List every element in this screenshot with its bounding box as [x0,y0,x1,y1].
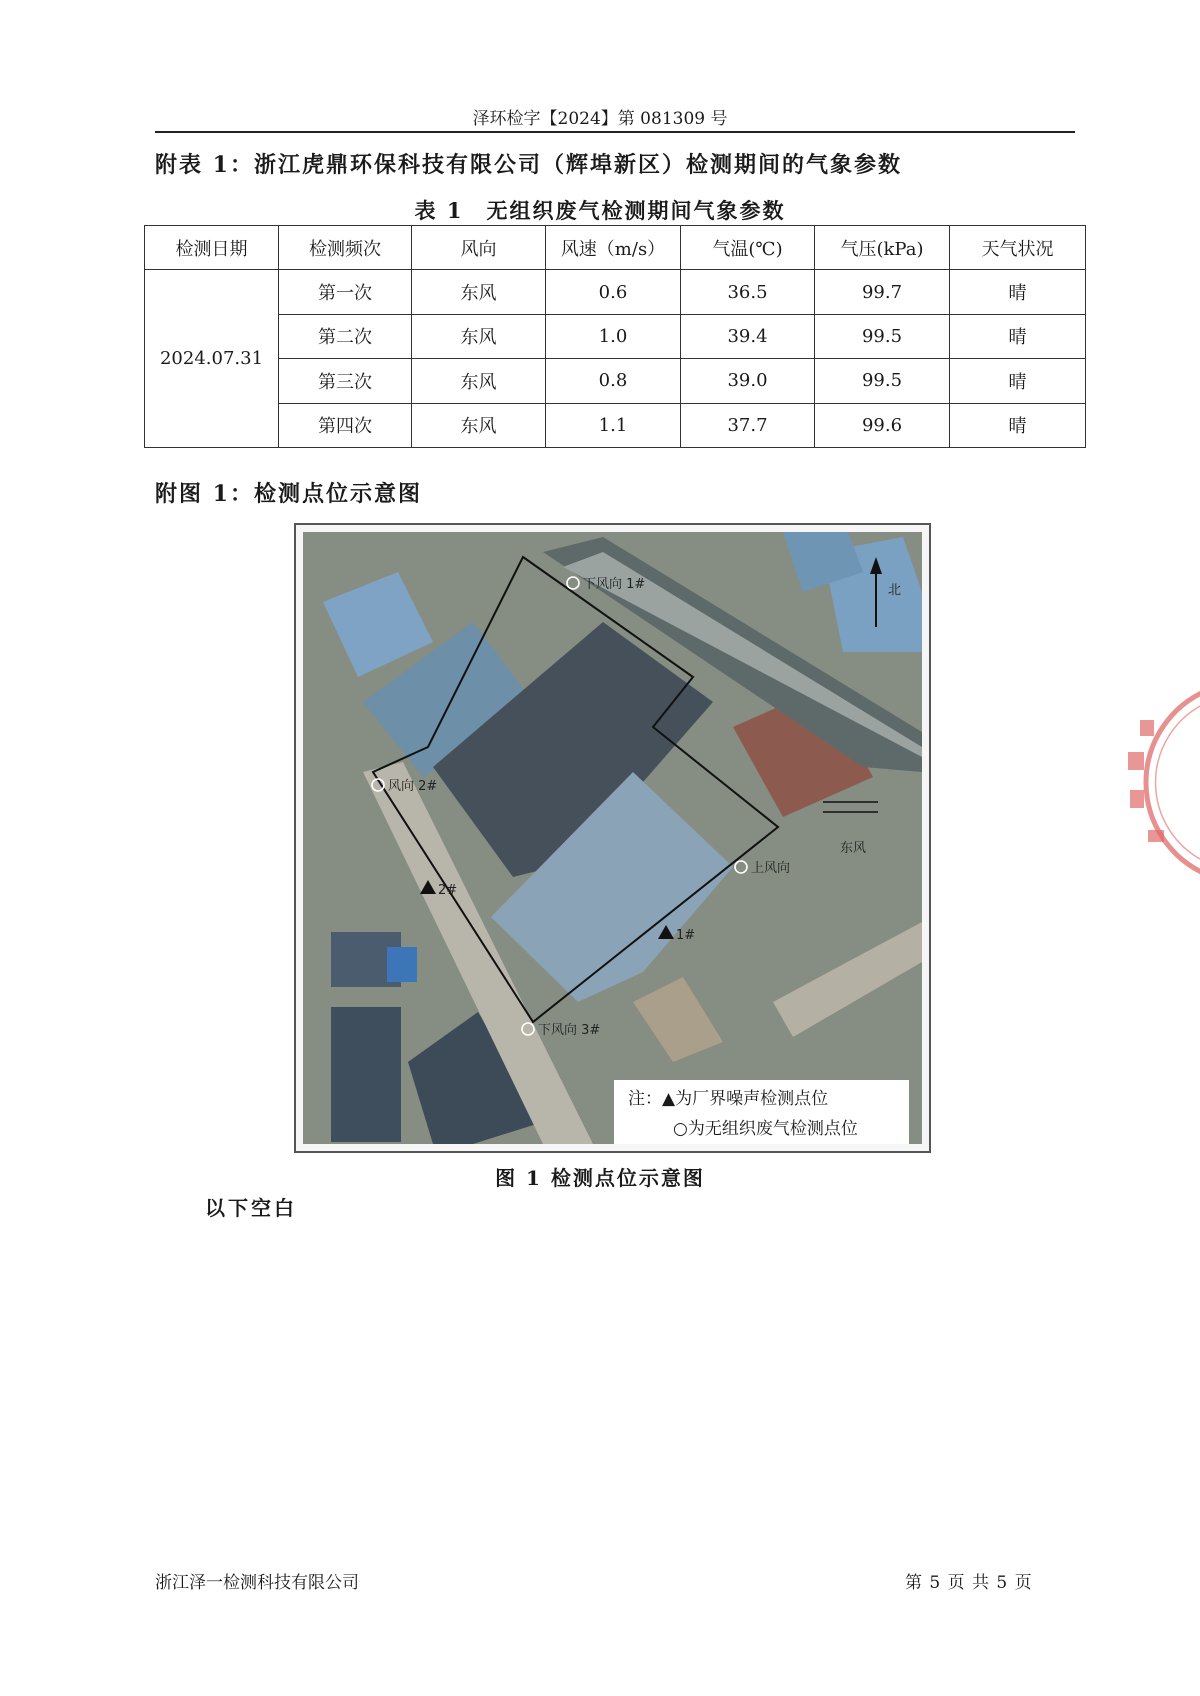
satellite-map [303,532,922,1144]
date-cell: 2024.07.31 [145,270,279,448]
appendix-table-title: 附表 1：浙江虎鼎环保科技有限公司（辉埠新区）检测期间的气象参数 [155,152,902,178]
frequency-cell: 第三次 [279,359,412,403]
map-legend [614,1080,909,1144]
east-wind-label: 东风 [840,841,867,856]
downwind-3-label: 下风向 3# [538,1023,601,1038]
table-row [145,359,1086,403]
downwind-1-label: 下风向 1# [583,577,646,592]
blank-note: 以下空白 [205,1196,297,1220]
temperature-cell: 37.7 [681,403,815,447]
figure-caption: 图 1 检测点位示意图 [495,1166,705,1190]
wind-speed-cell: 0.8 [546,359,681,403]
pressure-cell: 99.7 [815,270,950,314]
footer-company: 浙江泽一检测科技有限公司 [155,1573,359,1593]
frequency-cell: 第四次 [279,403,412,447]
legend-noise: 注：▲为厂界噪声检测点位 [628,1089,829,1109]
header-divider [155,131,1075,133]
header-temperature: 气温(℃) [681,226,815,270]
pressure-cell: 99.5 [815,314,950,358]
report-number: 泽环检字【2024】第 081309 号 [472,109,728,129]
header-wind-speed: 风速（m/s） [546,226,681,270]
wind-direction-cell: 东风 [412,359,546,403]
building-roof [331,1007,401,1142]
monitoring-site-figure [294,523,931,1153]
frequency-cell: 第二次 [279,314,412,358]
appendix-figure-title: 附图 1：检测点位示意图 [155,481,422,507]
legend-exhaust: ○为无组织废气检测点位 [673,1119,858,1139]
footer-page-number: 第 5 页 共 5 页 [905,1573,1033,1593]
table-caption: 表 1 无组织废气检测期间气象参数 [414,198,786,223]
noise-point-1-label: 1# [676,928,696,943]
pressure-cell: 99.5 [815,359,950,403]
downwind-2-label: 风向 2# [388,779,438,794]
wind-speed-cell: 1.0 [546,314,681,358]
table-row [145,270,1086,314]
temperature-cell: 39.4 [681,314,815,358]
table-row [145,314,1086,358]
north-label: 北 [888,583,902,598]
building-roof [387,947,417,982]
wind-direction-cell: 东风 [412,403,546,447]
table-header-row [145,226,1086,270]
wind-speed-cell: 0.6 [546,270,681,314]
header-date: 检测日期 [145,226,279,270]
table-row [145,403,1086,447]
weather-cell: 晴 [950,314,1086,358]
weather-cell: 晴 [950,270,1086,314]
seal-ring [1146,690,1200,875]
wind-speed-cell: 1.1 [546,403,681,447]
wind-direction-cell: 东风 [412,270,546,314]
temperature-cell: 36.5 [681,270,815,314]
frequency-cell: 第一次 [279,270,412,314]
wind-direction-cell: 东风 [412,314,546,358]
weather-cell: 晴 [950,359,1086,403]
header-wind-direction: 风向 [412,226,546,270]
header-weather: 天气状况 [950,226,1086,270]
header-frequency: 检测频次 [279,226,412,270]
upwind-label: 上风向 [751,861,791,876]
meteorological-table [144,225,1086,448]
company-seal-stamp [1078,680,1200,880]
header-pressure: 气压(kPa) [815,226,950,270]
temperature-cell: 39.0 [681,359,815,403]
pressure-cell: 99.6 [815,403,950,447]
noise-point-2-label: 2# [438,883,458,898]
weather-cell: 晴 [950,403,1086,447]
